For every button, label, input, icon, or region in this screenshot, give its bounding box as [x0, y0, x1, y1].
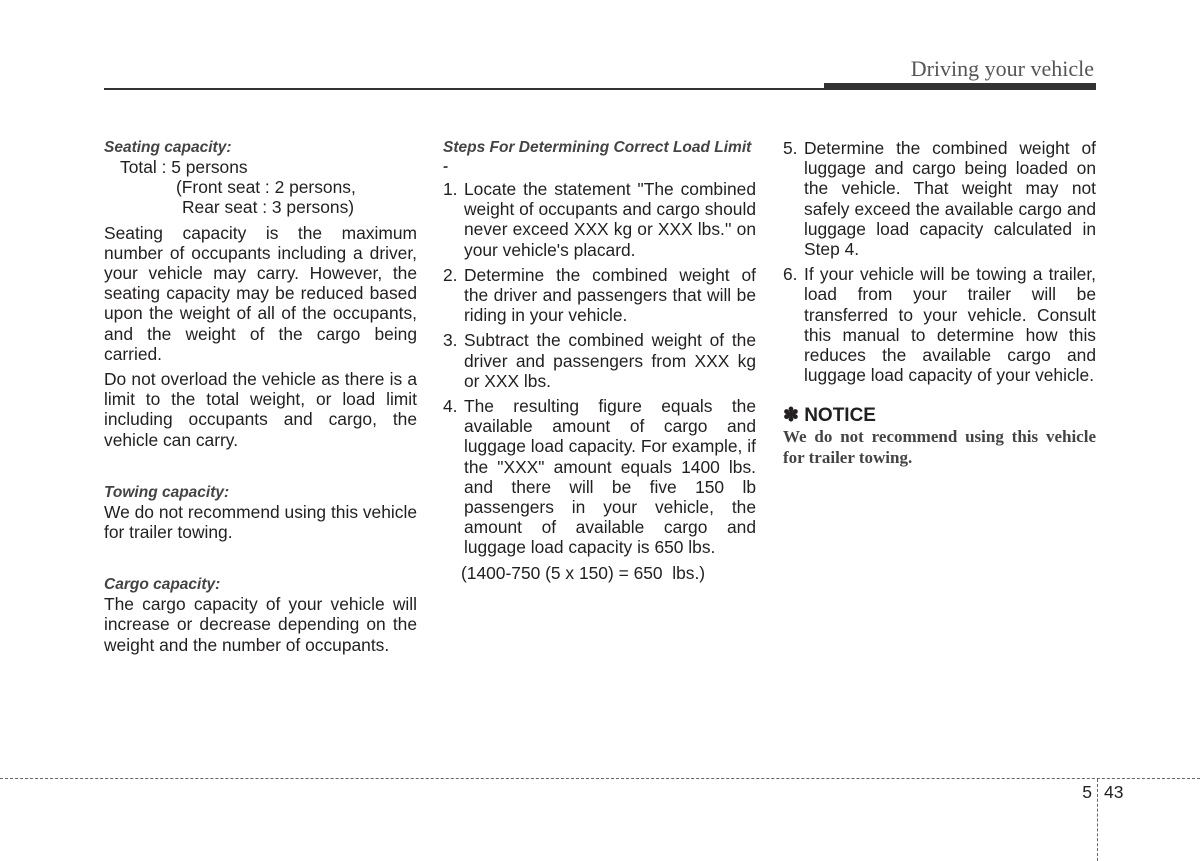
page-number: 43 [1104, 782, 1124, 802]
cargo-paragraph: The cargo capacity of your vehicle will increase or decrease depending on the weight and the number of occupants. [104, 594, 417, 655]
running-header-title: Driving your vehicle [910, 56, 1094, 81]
notice-text: We do not recommend using this vehicle for trailer towing. [783, 427, 1096, 467]
load-limit-heading: Steps For Determining Correct Load Limit - [443, 139, 752, 175]
seating-paragraph-1: Seating capacity is the maximum number of occupants including a driver, your vehicle may carry. However, the seating capacity may be reduced based upon the weight of all of the occupants, and the weight of the cargo being carried. [104, 222, 417, 364]
seating-front-line: (Front seat : 2 persons, [176, 177, 356, 198]
cargo-capacity-heading: Cargo capacity: [104, 576, 221, 594]
towing-capacity-heading: Towing capacity: [104, 483, 230, 501]
load-limit-steps-continued [783, 138, 1096, 385]
load-limit-steps [443, 179, 756, 558]
load-formula: (1400-750 (5 x 150) = 650 lbs.) [461, 562, 706, 583]
chapter-number: 5 [1082, 782, 1092, 802]
step-item: 2. Determine the combined weight of the driver and passengers that will be riding in your vehicle. [443, 264, 756, 326]
seating-capacity-heading: Seating capacity: [104, 139, 232, 156]
seating-paragraph-2: Do not overload the vehicle as there is a limit to the total weight, or load limit including occupants and cargo, the vehicle can carry. [104, 369, 417, 450]
seating-total-line: Total : 5 persons [120, 157, 248, 177]
seating-capacity-lines [104, 157, 417, 218]
footer-dashed-rule [0, 778, 1200, 779]
middle-column [443, 138, 756, 583]
step-item: 5. Determine the combined weight of luggage and cargo being loaded on the vehicle. That weight may not safely exceed the available cargo and luggage load capacity calculated in Step 4. [783, 138, 1096, 260]
footer-dashed-divider [1097, 779, 1098, 861]
seating-rear-line: Rear seat : 3 persons) [182, 197, 355, 218]
step-item: 1. Locate the statement "The combined weight of occupants and cargo should never exceed XXX kg or XXX lbs.'' on your vehicle's placard. [443, 179, 756, 260]
step-item: 3. Subtract the combined weight of the driver and passengers from XXX kg or XXX lbs. [443, 330, 756, 391]
left-column [104, 138, 417, 660]
step-item: 4. The resulting figure equals the available amount of cargo and luggage load capacity. For example, if the "XXX" amount equals 1400 lbs. and there will be five 150 lb passengers in your vehicle, the amount of available cargo and luggage load capacity is 650 lbs. [443, 396, 756, 558]
step-item: 6. If your vehicle will be towing a trailer, load from your trailer will be transferred to your vehicle. Consult this manual to determine how this reduces the available cargo and luggage load capacity of your vehicle. [783, 264, 1096, 386]
header-rule-accent [824, 83, 1096, 90]
notice-heading: ✽ NOTICE [783, 405, 876, 427]
right-column [783, 138, 1096, 468]
towing-paragraph: We do not recommend using this vehicle for trailer towing. [104, 501, 417, 543]
